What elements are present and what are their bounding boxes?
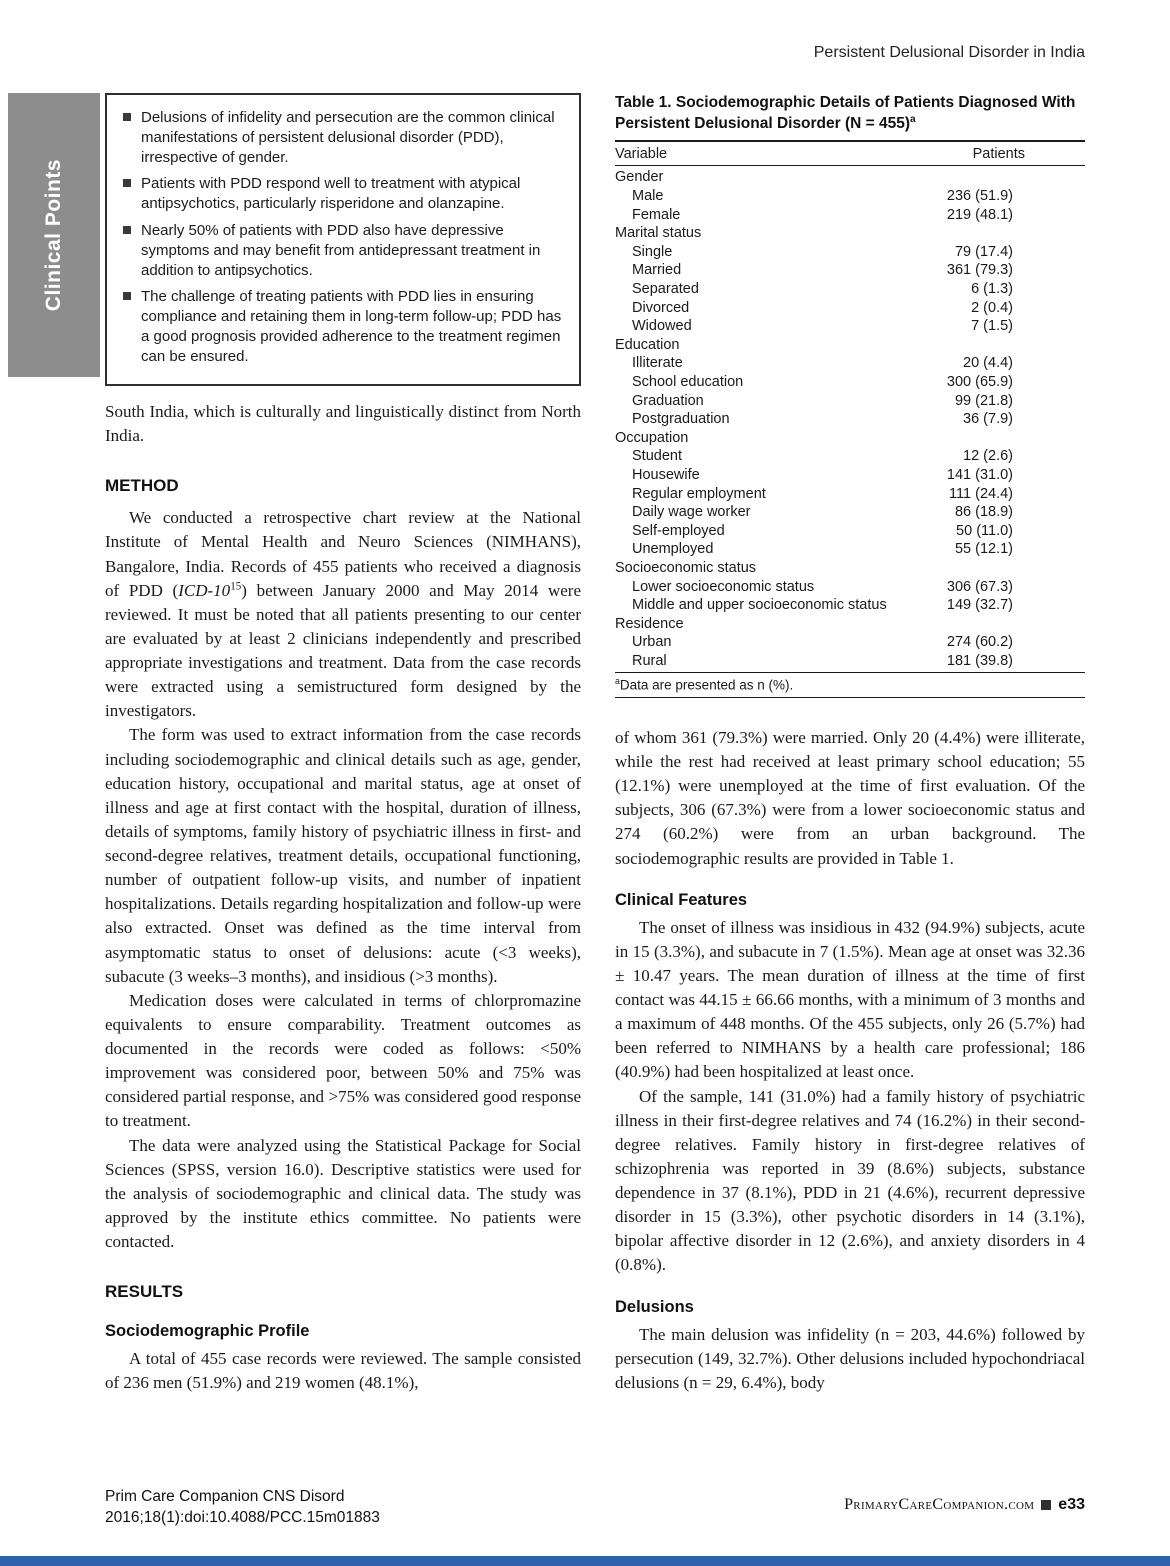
bullet-square-icon	[123, 179, 131, 187]
clinical-point-item	[121, 174, 563, 214]
table-row-label: Urban	[632, 634, 672, 651]
table-row-label: Married	[632, 262, 682, 279]
table-row-value: 361 (79.3)	[946, 262, 1013, 279]
table-group-row	[615, 615, 1085, 634]
clinical-point-text: Nearly 50% of patients with PDD also have depressive symptoms and may benefit from antidepressant treatment in addition to antipsychotics.	[141, 221, 541, 279]
table-row-value: 306 (67.3)	[946, 578, 1013, 595]
table-group-row	[615, 559, 1085, 578]
table-group-row	[615, 224, 1085, 243]
sociodemographic-profile-heading: Sociodemographic Profile	[105, 1322, 310, 1341]
left-column	[105, 400, 581, 1395]
bullet-square-icon	[123, 292, 131, 300]
table-row-label: Lower socioeconomic status	[632, 578, 815, 595]
delusions-paragraph: The main delusion was infidelity (n = 203, 44.6%) followed by persecution (149, 32.7%). Other delusions included hypochondriacal delusions (n = 29, 6.4%), body	[615, 1324, 1085, 1392]
table-row	[615, 280, 1085, 299]
table-row-value: 20 (4.4)	[963, 355, 1013, 372]
table-1-col-variable: Variable	[615, 146, 668, 163]
method-paragraph-1	[105, 506, 581, 723]
table-row-label: Housewife	[632, 466, 700, 483]
table-row-label: Socioeconomic status	[615, 559, 757, 576]
table-row-value	[915, 168, 1085, 187]
table-row-label: Education	[615, 336, 680, 353]
table-row-label: Rural	[632, 652, 667, 669]
table-row-value: 86 (18.9)	[954, 504, 1013, 521]
table-row-label: Middle and upper socioeconomic status	[632, 597, 887, 614]
table-row-label: Separated	[632, 281, 699, 297]
table-row-label: Female	[632, 206, 681, 223]
clinical-point-text: Patients with PDD respond well to treatment with atypical antipsychotics, particularly risperidone and olanzapine.	[141, 175, 521, 213]
table-row-label: Student	[632, 448, 682, 465]
table-row-value: 2 (0.4)	[971, 299, 1013, 316]
table-row-label: Single	[632, 243, 673, 260]
table-row-value: 141 (31.0)	[946, 466, 1013, 483]
table-row-value: 181 (39.8)	[946, 652, 1013, 669]
intro-paragraph: South India, which is culturally and linguistically distinct from North India.	[105, 402, 581, 446]
clinical-point-item	[121, 221, 563, 280]
table-row	[615, 261, 1085, 280]
table-row	[615, 243, 1085, 262]
table-1-body	[615, 166, 1085, 672]
table-row	[615, 522, 1085, 541]
table-row	[615, 206, 1085, 225]
footer-page-number: e33	[1058, 1496, 1085, 1513]
clinical-point-item	[121, 287, 563, 366]
method-p1-post: ) between January 2000 and May 2014 were reviewed. It must be noted that all patients presenting to our center are evaluated by at least 2 clinicians independently and prescribed appropriate investigations and treatment. Data from the case records were extracted using a semistructured form designed by the investigators.	[105, 580, 581, 721]
table-row	[615, 652, 1085, 671]
table-group-row	[615, 168, 1085, 187]
table-row-value: 50 (11.0)	[956, 522, 1013, 539]
table-row	[615, 447, 1085, 466]
table-row-label: Graduation	[632, 392, 704, 409]
sociodemographic-paragraph: A total of 455 case records were reviewed. The sample consisted of 236 men (51.9%) and 219 women (48.1%),	[105, 1349, 581, 1393]
clinical-point-text: Delusions of infidelity and persecution are the common clinical manifestations of persistent delusional disorder (PDD), irrespective of gender.	[141, 109, 555, 166]
footer-site-name: PrimaryCareCompanion.com	[844, 1496, 1035, 1513]
table-row-value	[915, 336, 1085, 355]
bullet-square-icon	[123, 113, 131, 121]
clinical-point-text: The challenge of treating patients with PDD lies in ensuring compliance and retaining them in long-term follow-up; PDD has a good prognosis provided adherence to the treatment regimen can be ensured.	[141, 288, 562, 365]
clinical-features-paragraph-2: Of the sample, 141 (31.0%) had a family history of psychiatric illness in their first-degree relatives and 74 (16.2%) in their second-degree relatives. Family history in first-degree relatives of schizophrenia was reported in 39 (8.6%) subjects, substance dependence in 37 (8.1%), PDD in 21 (4.6%), recurrent depressive disorder in 15 (3.3%), other psychotic disorders in 14 (3.1%), bipolar affective disorder in 12 (2.6%), and anxiety disorders in 4 (0.8%).	[615, 1086, 1085, 1275]
footer-site-info	[844, 1496, 1085, 1514]
table-1	[615, 93, 1085, 698]
table-row-value	[915, 429, 1085, 448]
clinical-points-sidebar	[8, 93, 100, 377]
footer-doi: 2016;18(1):doi:10.4088/PCC.15m01883	[105, 1508, 380, 1526]
method-p1-citation: 15	[230, 579, 242, 592]
table-row	[615, 392, 1085, 411]
table-row	[615, 540, 1085, 559]
table-row-label: Daily wage worker	[632, 504, 751, 521]
delusions-heading: Delusions	[615, 1297, 694, 1316]
table-1-footnote-marker: a	[615, 676, 620, 687]
table-1-title-footnote-marker: a	[910, 114, 916, 126]
clinical-points-list	[121, 108, 563, 367]
table-row-value: 55 (12.1)	[954, 541, 1013, 558]
table-row-value: 12 (2.6)	[963, 448, 1013, 465]
clinical-points-box	[105, 93, 581, 386]
table-row-label: Self-employed	[632, 522, 725, 539]
table-row	[615, 485, 1085, 504]
table-group-row	[615, 429, 1085, 448]
table-row-value: 36 (7.9)	[963, 411, 1013, 428]
clinical-features-paragraph-1: The onset of illness was insidious in 432 (94.9%) subjects, acute in 15 (3.3%), and subacute in 7 (1.5%). Mean age at onset was 32.36 ± 10.47 years. The mean duration of illness at the time of first contact was 44.15 ± 66.66 months, with a minimum of 3 months and a maximum of 448 months. Of the 455 subjects, only 26 (5.7%) had been referred to NIMHANS by a health care professional; 186 (40.9%) had been hospitalized at least once.	[615, 917, 1085, 1082]
table-row-value: 274 (60.2)	[946, 634, 1013, 651]
table-row-label: Residence	[615, 615, 684, 632]
bullet-square-icon	[123, 226, 131, 234]
table-row	[615, 578, 1085, 597]
table-row-label: Postgraduation	[632, 411, 730, 428]
table-row-value: 111 (24.4)	[949, 485, 1013, 502]
clinical-point-item	[121, 108, 563, 167]
table-row	[615, 354, 1085, 373]
table-row	[615, 410, 1085, 429]
table-1-header-row	[615, 142, 1085, 166]
method-p1-italic: ICD-10	[178, 580, 231, 600]
running-head: Persistent Delusional Disorder in India	[813, 44, 1085, 61]
table-1-title-text: Table 1. Sociodemographic Details of Patients Diagnosed With Persistent Delusional Disorder (N = 455)	[615, 94, 1076, 133]
table-row	[615, 466, 1085, 485]
table-row-value: 7 (1.5)	[971, 318, 1013, 335]
table-row-label: Regular employment	[632, 485, 766, 502]
table-row-value	[915, 559, 1085, 578]
method-paragraph-4: The data were analyzed using the Statistical Package for Social Sciences (SPSS, version 16.0). Descriptive statistics were used for the analysis of sociodemographic and clinical data. The study was approved by the institute ethics committee. No patients were contacted.	[105, 1135, 581, 1251]
table-row	[615, 317, 1085, 336]
table-row-value	[915, 615, 1085, 634]
footer-square-icon	[1041, 1500, 1051, 1510]
table-row-value: 300 (65.9)	[946, 373, 1013, 390]
clinical-features-heading: Clinical Features	[615, 890, 748, 909]
table-row-label: Male	[632, 188, 664, 205]
method-p1-pre: We conducted a retrospective chart review at the National Institute of Mental Health and Neuro Sciences (NIMHANS), Bangalore, India. Records of 455 patients who received a diagnosis of PDD (	[105, 508, 581, 600]
table-1-footnote	[615, 672, 1085, 698]
table-row-value: 149 (32.7)	[946, 597, 1013, 614]
table-row-label: Unemployed	[632, 541, 714, 558]
method-heading: METHOD	[105, 476, 179, 496]
table-row-label: Illiterate	[632, 355, 683, 372]
table-row-value: 99 (21.8)	[954, 392, 1013, 409]
table-row-label: School education	[632, 373, 744, 390]
table-row-label: Marital status	[615, 225, 702, 242]
table-1-title	[615, 93, 1085, 142]
results-heading: RESULTS	[105, 1282, 184, 1302]
bottom-accent-bar	[0, 1556, 1170, 1566]
table-row-label: Occupation	[615, 429, 689, 446]
table-row	[615, 503, 1085, 522]
clinical-points-label: Clinical Points	[42, 158, 65, 312]
table-row-label: Divorced	[632, 299, 690, 316]
method-paragraph-3: Medication doses were calculated in terms of chlorpromazine equivalents to ensure comparability. Treatment outcomes as documented in the records were coded as follows: <50% improvement was considered poor, between 50% and 75% was considered partial response, and >75% was considered good response to treatment.	[105, 990, 581, 1131]
footer-journal-name: Prim Care Companion CNS Disord	[105, 1488, 345, 1505]
table-row-label: Widowed	[632, 318, 692, 335]
table-group-row	[615, 336, 1085, 355]
table-row-value: 6 (1.3)	[971, 281, 1013, 297]
table-row	[615, 299, 1085, 318]
table-row	[615, 633, 1085, 652]
table-1-col-patients: Patients	[972, 146, 1025, 163]
method-paragraph-2: The form was used to extract information from the case records including sociodemographic and clinical details such as age, gender, education history, occupational and marital status, age at onset of illness and age at first contact with the hospital, duration of illness, details of symptoms, family history of psychiatric illness in first- and second-degree relatives, treatment details, occupational functioning, number of outpatient follow-up visits, and number of inpatient hospitalizations. Details regarding hospitalization and follow-up were also extracted. Onset was defined as the time interval from asymptomatic status to onset of delusions: acute (<3 weeks), subacute (3 weeks–3 months), and insidious (>3 months).	[105, 725, 581, 986]
table-row-value: 219 (48.1)	[946, 206, 1013, 223]
table-row-label: Gender	[615, 169, 664, 186]
table-row	[615, 596, 1085, 615]
table-1-footnote-text: Data are presented as n (%).	[619, 677, 794, 693]
right-column	[615, 93, 1085, 1395]
table-row	[615, 373, 1085, 392]
table-row-value: 236 (51.9)	[946, 188, 1013, 205]
table-row-value: 79 (17.4)	[954, 243, 1013, 260]
table-row-value	[915, 224, 1085, 243]
results-continued-paragraph: of whom 361 (79.3%) were married. Only 20 (4.4%) were illiterate, while the rest had received at least primary school education; 55 (12.1%) were unemployed at the time of first evaluation. Of the subjects, 306 (67.3%) were from a lower socioeconomic status and 274 (60.2%) were from an urban background. The sociodemographic results are provided in Table 1.	[615, 727, 1085, 868]
footer-journal-info	[105, 1487, 380, 1529]
table-row	[615, 187, 1085, 206]
